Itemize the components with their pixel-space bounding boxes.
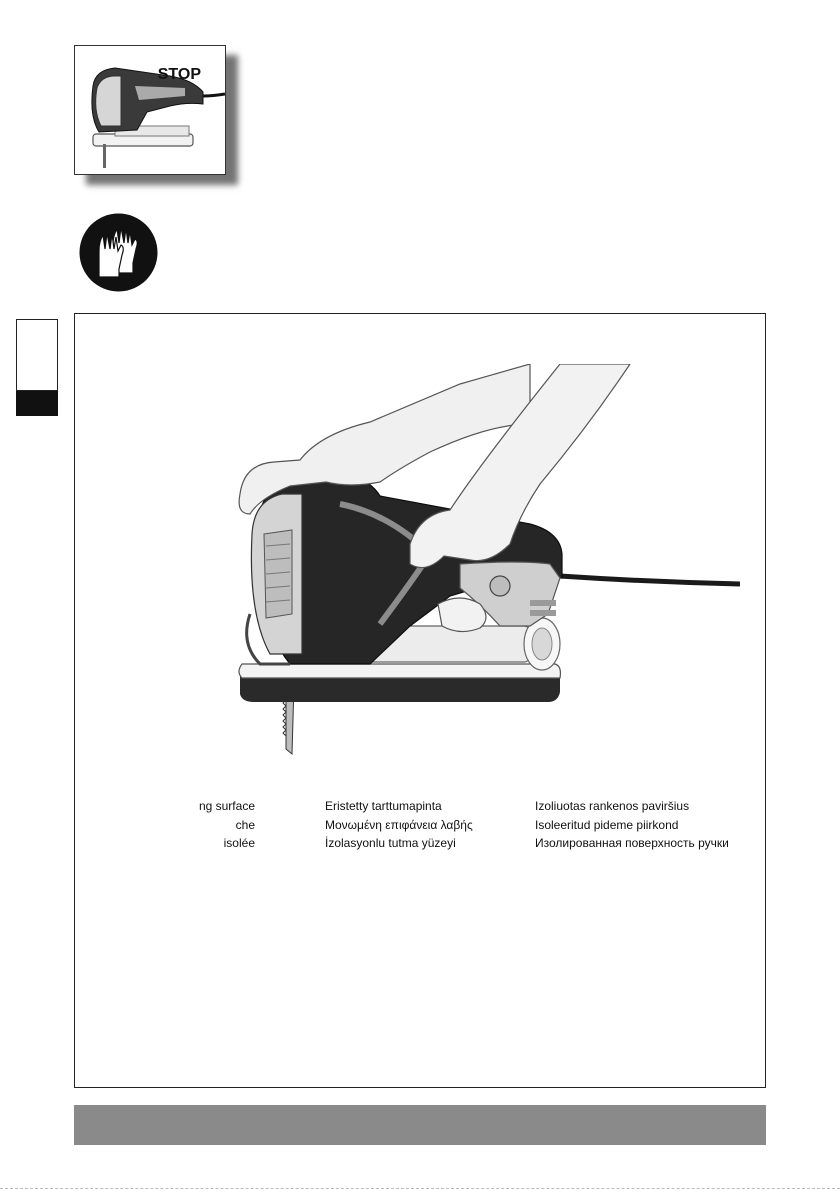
label-line: Изолированная поверхность ручки: [535, 836, 729, 850]
page-cut-line: [0, 1188, 840, 1189]
jigsaw-handling-illustration: [230, 364, 740, 764]
handle-labels-col-1: [167, 797, 255, 853]
label-line: ng surface: [198, 799, 255, 813]
jigsaw-small-icon: [75, 46, 225, 174]
label-line: İzolasyonlu tutma yüzeyi: [325, 836, 456, 850]
label-line: Isoleeritud pideme piirkond: [535, 817, 679, 832]
handle-labels-col-2: [325, 797, 473, 853]
language-tab: [16, 319, 58, 416]
language-tab-marker: [16, 391, 58, 416]
label-line: Eristetty tarttumapinta: [325, 799, 442, 813]
label-line: Μονωμένη επιφάνεια λαβής: [325, 817, 473, 832]
wear-gloves-icon: [79, 213, 158, 292]
label-line: Izoliuotas rankenos paviršius: [535, 799, 690, 813]
label-line: che: [235, 817, 255, 832]
illustration-frame: [74, 313, 766, 1088]
label-line: isolée: [223, 836, 255, 850]
handle-labels-col-3: [535, 797, 729, 853]
stop-warning-box: [74, 45, 226, 175]
language-tab-top: [16, 319, 58, 391]
footer-bar: [74, 1105, 766, 1145]
stop-label: STOP: [157, 66, 201, 83]
